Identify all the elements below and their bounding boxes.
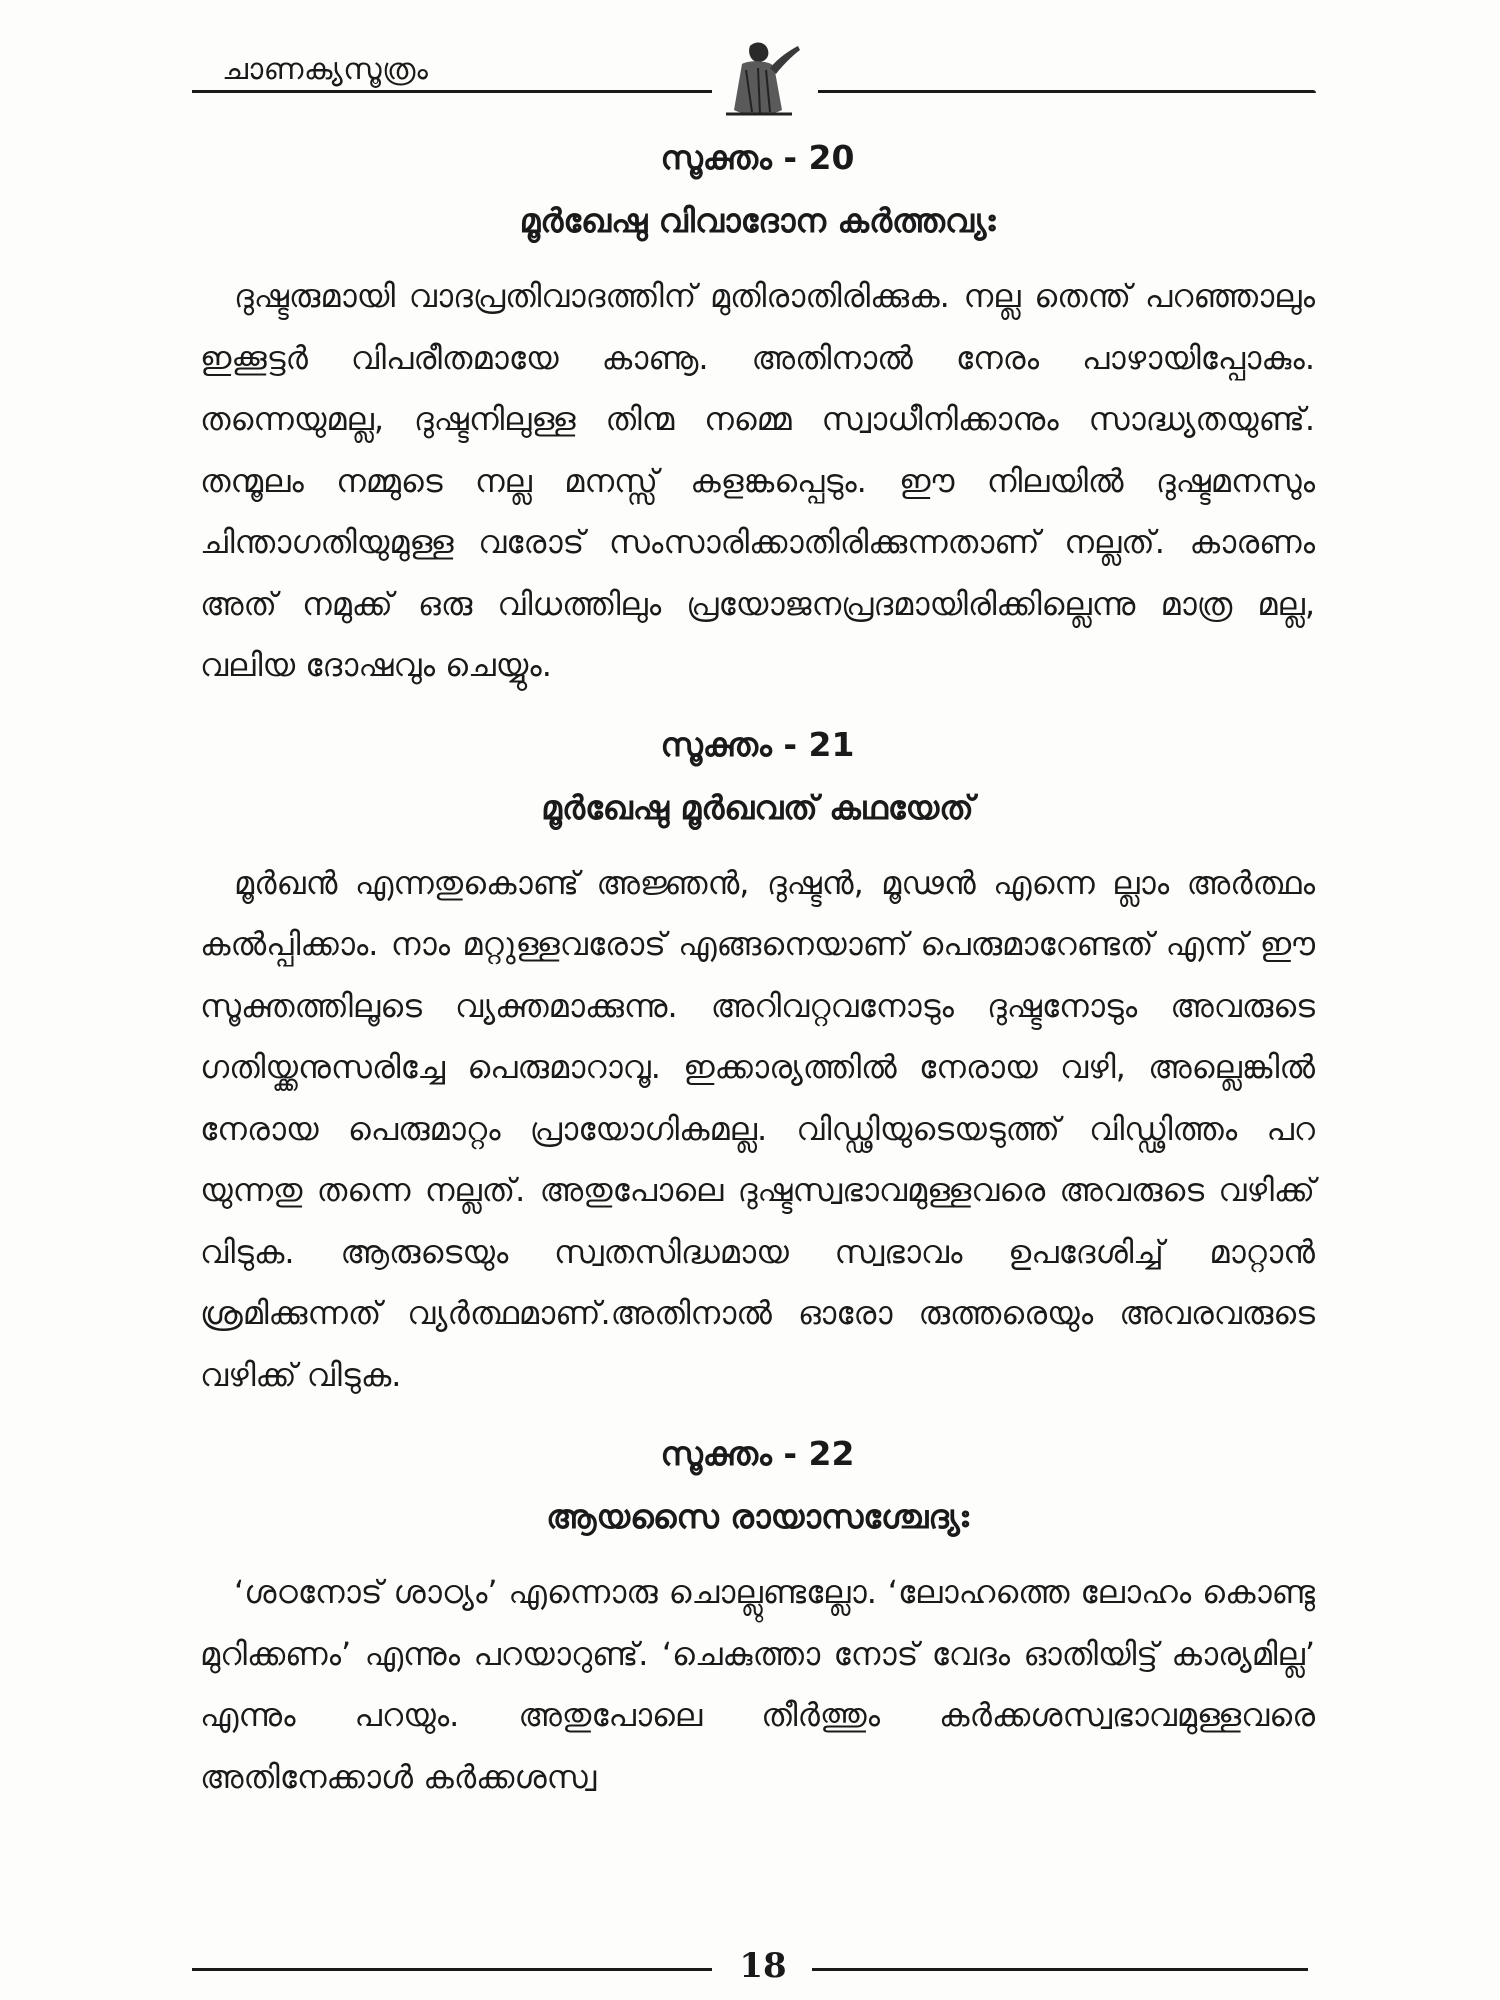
sutra-number: സൂക്തം - 21 (660, 724, 855, 764)
footer-rule-right (812, 1968, 1308, 1971)
sutra-title: മൂർഖേഷു മൂർഖവത് കഥയേത് (541, 787, 974, 827)
header-rule-right (818, 90, 1316, 93)
section-sutra-20 (200, 128, 1315, 697)
sutra-paragraph: മൂർഖൻ എന്നതുകൊണ്ട് അജ്ഞൻ, ദുഷ്ടൻ, മൂഢൻ എന്നെ ല്ലാം അർത്ഥം കൽപ്പിക്കാം. നാം മറ്റുള്ളവരോട് എങ്ങനെയാണ് പെരുമാറേണ്ടത് എന്ന് ഈ സൂക്തത്തിലൂടെ വ്യക്തമാക്കുന്നു. അറിവറ്റവനോടും ദുഷ്ടനോടും അവരുടെ ഗതിയ്ക്കനുസരിച്ചേ പെരുമാറാവൂ. ഇക്കാര്യത്തിൽ നേരായ വഴി, അല്ലെങ്കിൽ നേരായ പെരുമാറ്റം പ്രായോഗികമല്ല. വിഡ്ഢിയുടെയടുത്ത് വിഡ്ഢിത്തം പറ യുന്നതു തന്നെ നല്ലത്. അതുപോലെ ദുഷ്ടസ്വഭാവമുള്ളവരെ അവരുടെ വഴിക്ക് വിടുക. ആരുടെയും സ്വതസിദ്ധമായ സ്വഭാവം ഉപദേശിച്ച് മാറ്റാൻ ശ്രമിക്കുന്നത് വ്യർത്ഥമാണ്.അതിനാൽ ഓരോ രുത്തരെയും അവരവരുടെ വഴിക്ക് വിടുക. (200, 863, 1315, 1394)
sutra-number: സൂക്തം - 22 (660, 1434, 855, 1473)
sutra-title: ആയസൈ രായാസശ്ചേദ്യഃ (546, 1497, 969, 1536)
sutra-paragraph: ദുഷ്ടരുമായി വാദപ്രതിവാദത്തിന് മുതിരാതിരിക്കുക. നല്ല തെന്ത് പറഞ്ഞാലും ഇക്കൂട്ടർ വിപരീതമായേ കാണൂ. അതിനാൽ നേരം പാഴായിപ്പോകും. തന്നെയുമല്ല, ദുഷ്ടനിലുള്ള തിന്മ നമ്മെ സ്വാധീനിക്കാനും സാദ്ധ്യതയുണ്ട്. തന്മൂലം നമ്മുടെ നല്ല മനസ്സ് കളങ്കപ്പെടും. ഈ നിലയിൽ ദുഷ്ടമനസും ചിന്താഗതിയുമുള്ള വരോട് സംസാരിക്കാതിരിക്കുന്നതാണ് നല്ലത്. കാരണം അത് നമുക്ക് ഒരു വിധത്തിലും പ്രയോജനപ്രദമായിരിക്കില്ലെന്നു മാത്ര മല്ല, വലിയ ദോഷവും ചെയ്യും. (200, 277, 1315, 684)
chanakya-figure-icon (712, 40, 804, 118)
sutra-paragraph: ‘ശഠനോട് ശാഠ്യം’ എന്നൊരു ചൊല്ലുണ്ടല്ലോ. ‘ലോഹത്തെ ലോഹം കൊണ്ടു മുറിക്കണം’ എന്നും പറയാറുണ്ട്. ‘ചെകുത്താ നോട് വേദം ഓതിയിട്ട് കാര്യമില്ല’ എന്നും പറയും. അതുപോലെ തീർത്തും കർക്കശസ്വഭാവമുള്ളവരെ അതിനേക്കാൾ കർക്കശസ്വ (200, 1573, 1315, 1796)
header-rule-left (192, 90, 712, 93)
footer-rule-left (192, 1968, 712, 1971)
section-sutra-21 (200, 715, 1315, 1407)
section-sutra-22 (200, 1424, 1315, 1808)
page-number: 18 (739, 1946, 787, 1986)
page-body (200, 120, 1315, 1826)
sutra-number: സൂക്തം - 20 (660, 138, 855, 177)
book-title: ചാണക്യസൂത്രം (222, 52, 429, 87)
sutra-title: മൂർഖേഷു വിവാദോന കർത്തവ്യഃ (519, 201, 996, 240)
